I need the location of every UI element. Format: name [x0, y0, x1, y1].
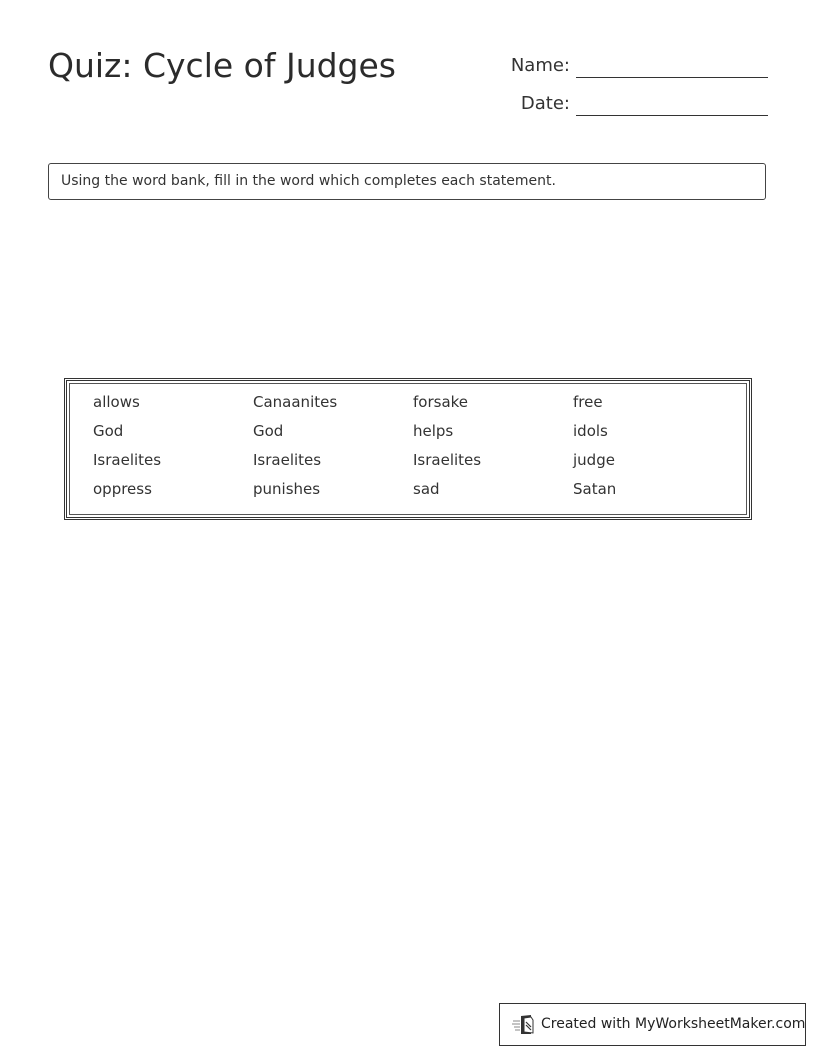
word-bank-grid: [93, 393, 733, 509]
word-bank-word: forsake: [413, 393, 469, 411]
word-bank-word: allows: [93, 393, 140, 411]
word-bank-word: Canaanites: [253, 393, 338, 411]
word-bank-word: Satan: [573, 480, 617, 498]
name-label: Name:: [510, 55, 570, 76]
date-field[interactable]: [490, 86, 768, 116]
page-title: Quiz: Cycle of Judges: [48, 46, 396, 85]
word-bank-word: idols: [573, 422, 608, 440]
word-bank-word: Israelites: [413, 451, 482, 469]
word-bank: [64, 378, 752, 520]
footer-badge[interactable]: [499, 1003, 806, 1046]
footer-text[interactable]: Created with MyWorksheetMaker.com: [541, 1016, 806, 1032]
date-blank-line[interactable]: [576, 115, 768, 116]
instructions-box: [48, 163, 766, 200]
worksheet-maker-logo-icon: [512, 1014, 536, 1036]
instructions-text: Using the word bank, fill in the word which completes each statement.: [61, 173, 556, 189]
word-bank-word: free: [573, 393, 603, 411]
name-field[interactable]: [490, 48, 768, 78]
word-bank-word: Israelites: [253, 451, 322, 469]
word-bank-word: God: [253, 422, 284, 440]
word-bank-word: oppress: [93, 480, 152, 498]
word-bank-word: judge: [573, 451, 615, 469]
word-bank-word: sad: [413, 480, 440, 498]
word-bank-word: Israelites: [93, 451, 162, 469]
word-bank-word: punishes: [253, 480, 321, 498]
word-bank-word: God: [93, 422, 124, 440]
date-label: Date:: [520, 93, 570, 114]
word-bank-word: helps: [413, 422, 454, 440]
name-blank-line[interactable]: [576, 77, 768, 78]
